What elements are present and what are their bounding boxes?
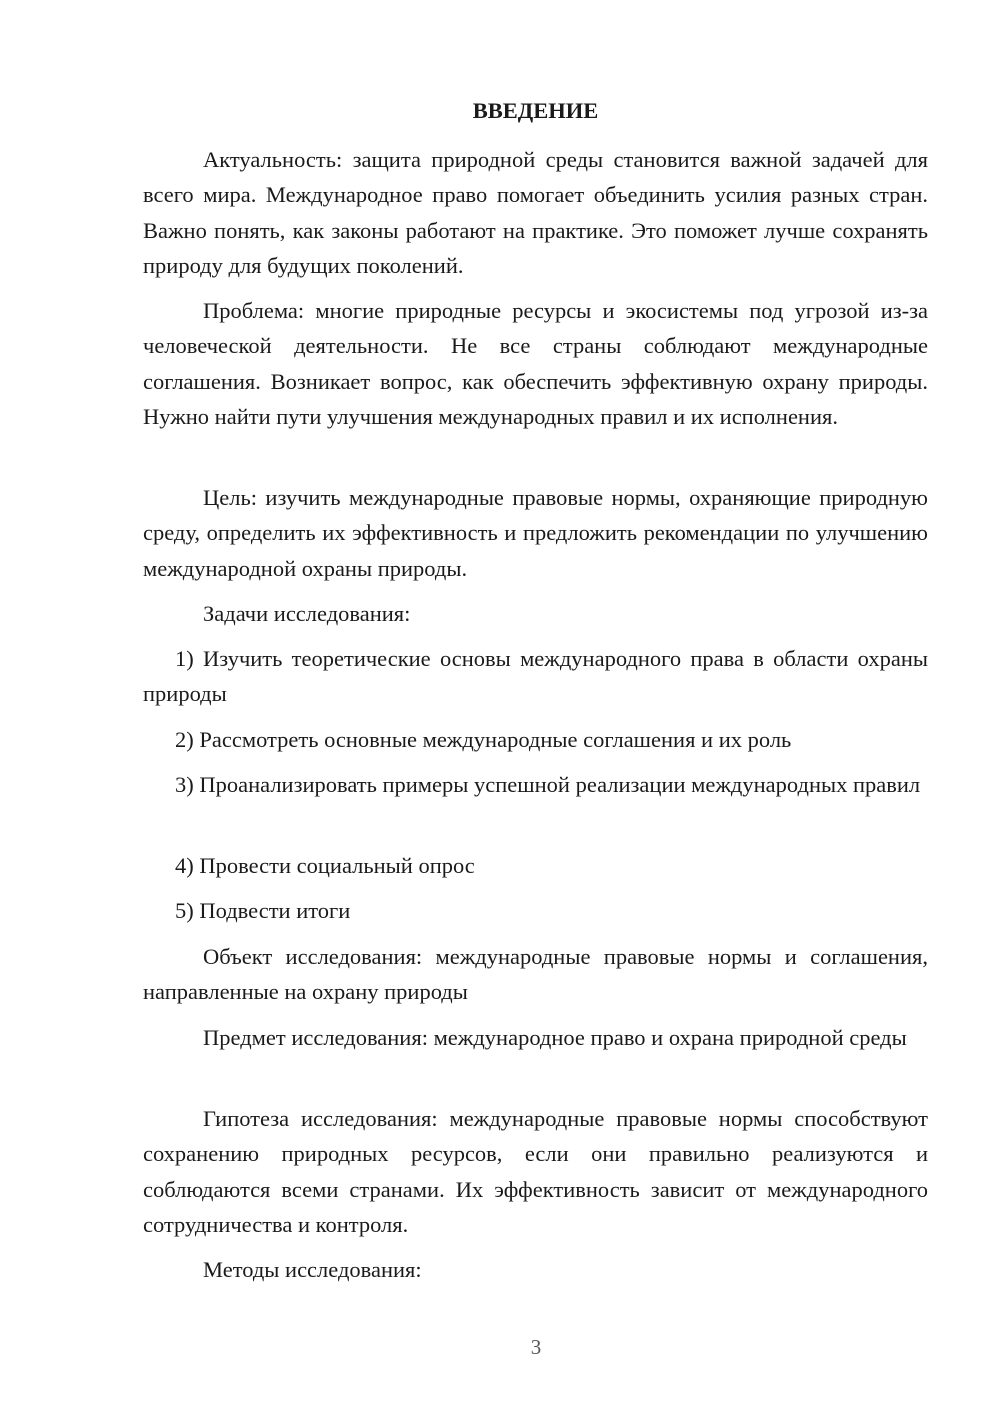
list-item-task-2: 2) Рассмотреть основные международные соглашения и их роль xyxy=(175,727,792,752)
list-item-task-4: 4) Провести социальный опрос xyxy=(175,853,475,878)
paragraph-hypothesis: Гипотеза исследования: международные правовые нормы способствуют сохранению природных ресурсов, если они правильно реализуются и соблюдаются всеми странами. Их эффективность зависит от международного сотрудничества и контроля. xyxy=(143,1106,928,1237)
paragraph-object: Объект исследования: международные правовые нормы и соглашения, направленные на охрану природы xyxy=(143,944,928,1005)
paragraph-problem: Проблема: многие природные ресурсы и экосистемы под угрозой из-за человеческой деятельности. Не все страны соблюдают международные соглашения. Возникает вопрос, как обеспечить эффективную охрану природы. Нужно найти пути улучшения международных правил и их исполнения. xyxy=(143,298,928,429)
page-number: 3 xyxy=(530,1335,542,1359)
paragraph-goal: Цель: изучить международные правовые нормы, охраняющие природную среду, определить их эффективность и предложить рекомендации по улучшению международной охраны природы. xyxy=(143,485,928,581)
list-item-task-1: 1) Изучить теоретические основы международного права в области охраны природы xyxy=(143,646,928,707)
list-item-task-3: 3) Проанализировать примеры успешной реализации международных правил xyxy=(175,772,921,797)
paragraph-subject: Предмет исследования: международное право и охрана природной среды xyxy=(203,1025,907,1050)
paragraph-relevance: Актуальность: защита природной среды становится важной задачей для всего мира. Международное право помогает объединить усилия разных стран. Важно понять, как законы работают на практике. Это поможет лучше сохранять природу для будущих поколений. xyxy=(143,147,928,278)
paragraph-methods-heading: Методы исследования: xyxy=(203,1257,422,1282)
paragraph-tasks-heading: Задачи исследования: xyxy=(203,601,411,626)
list-item-task-5: 5) Подвести итоги xyxy=(175,898,351,923)
page-title: ВВЕДЕНИЕ xyxy=(472,98,599,123)
